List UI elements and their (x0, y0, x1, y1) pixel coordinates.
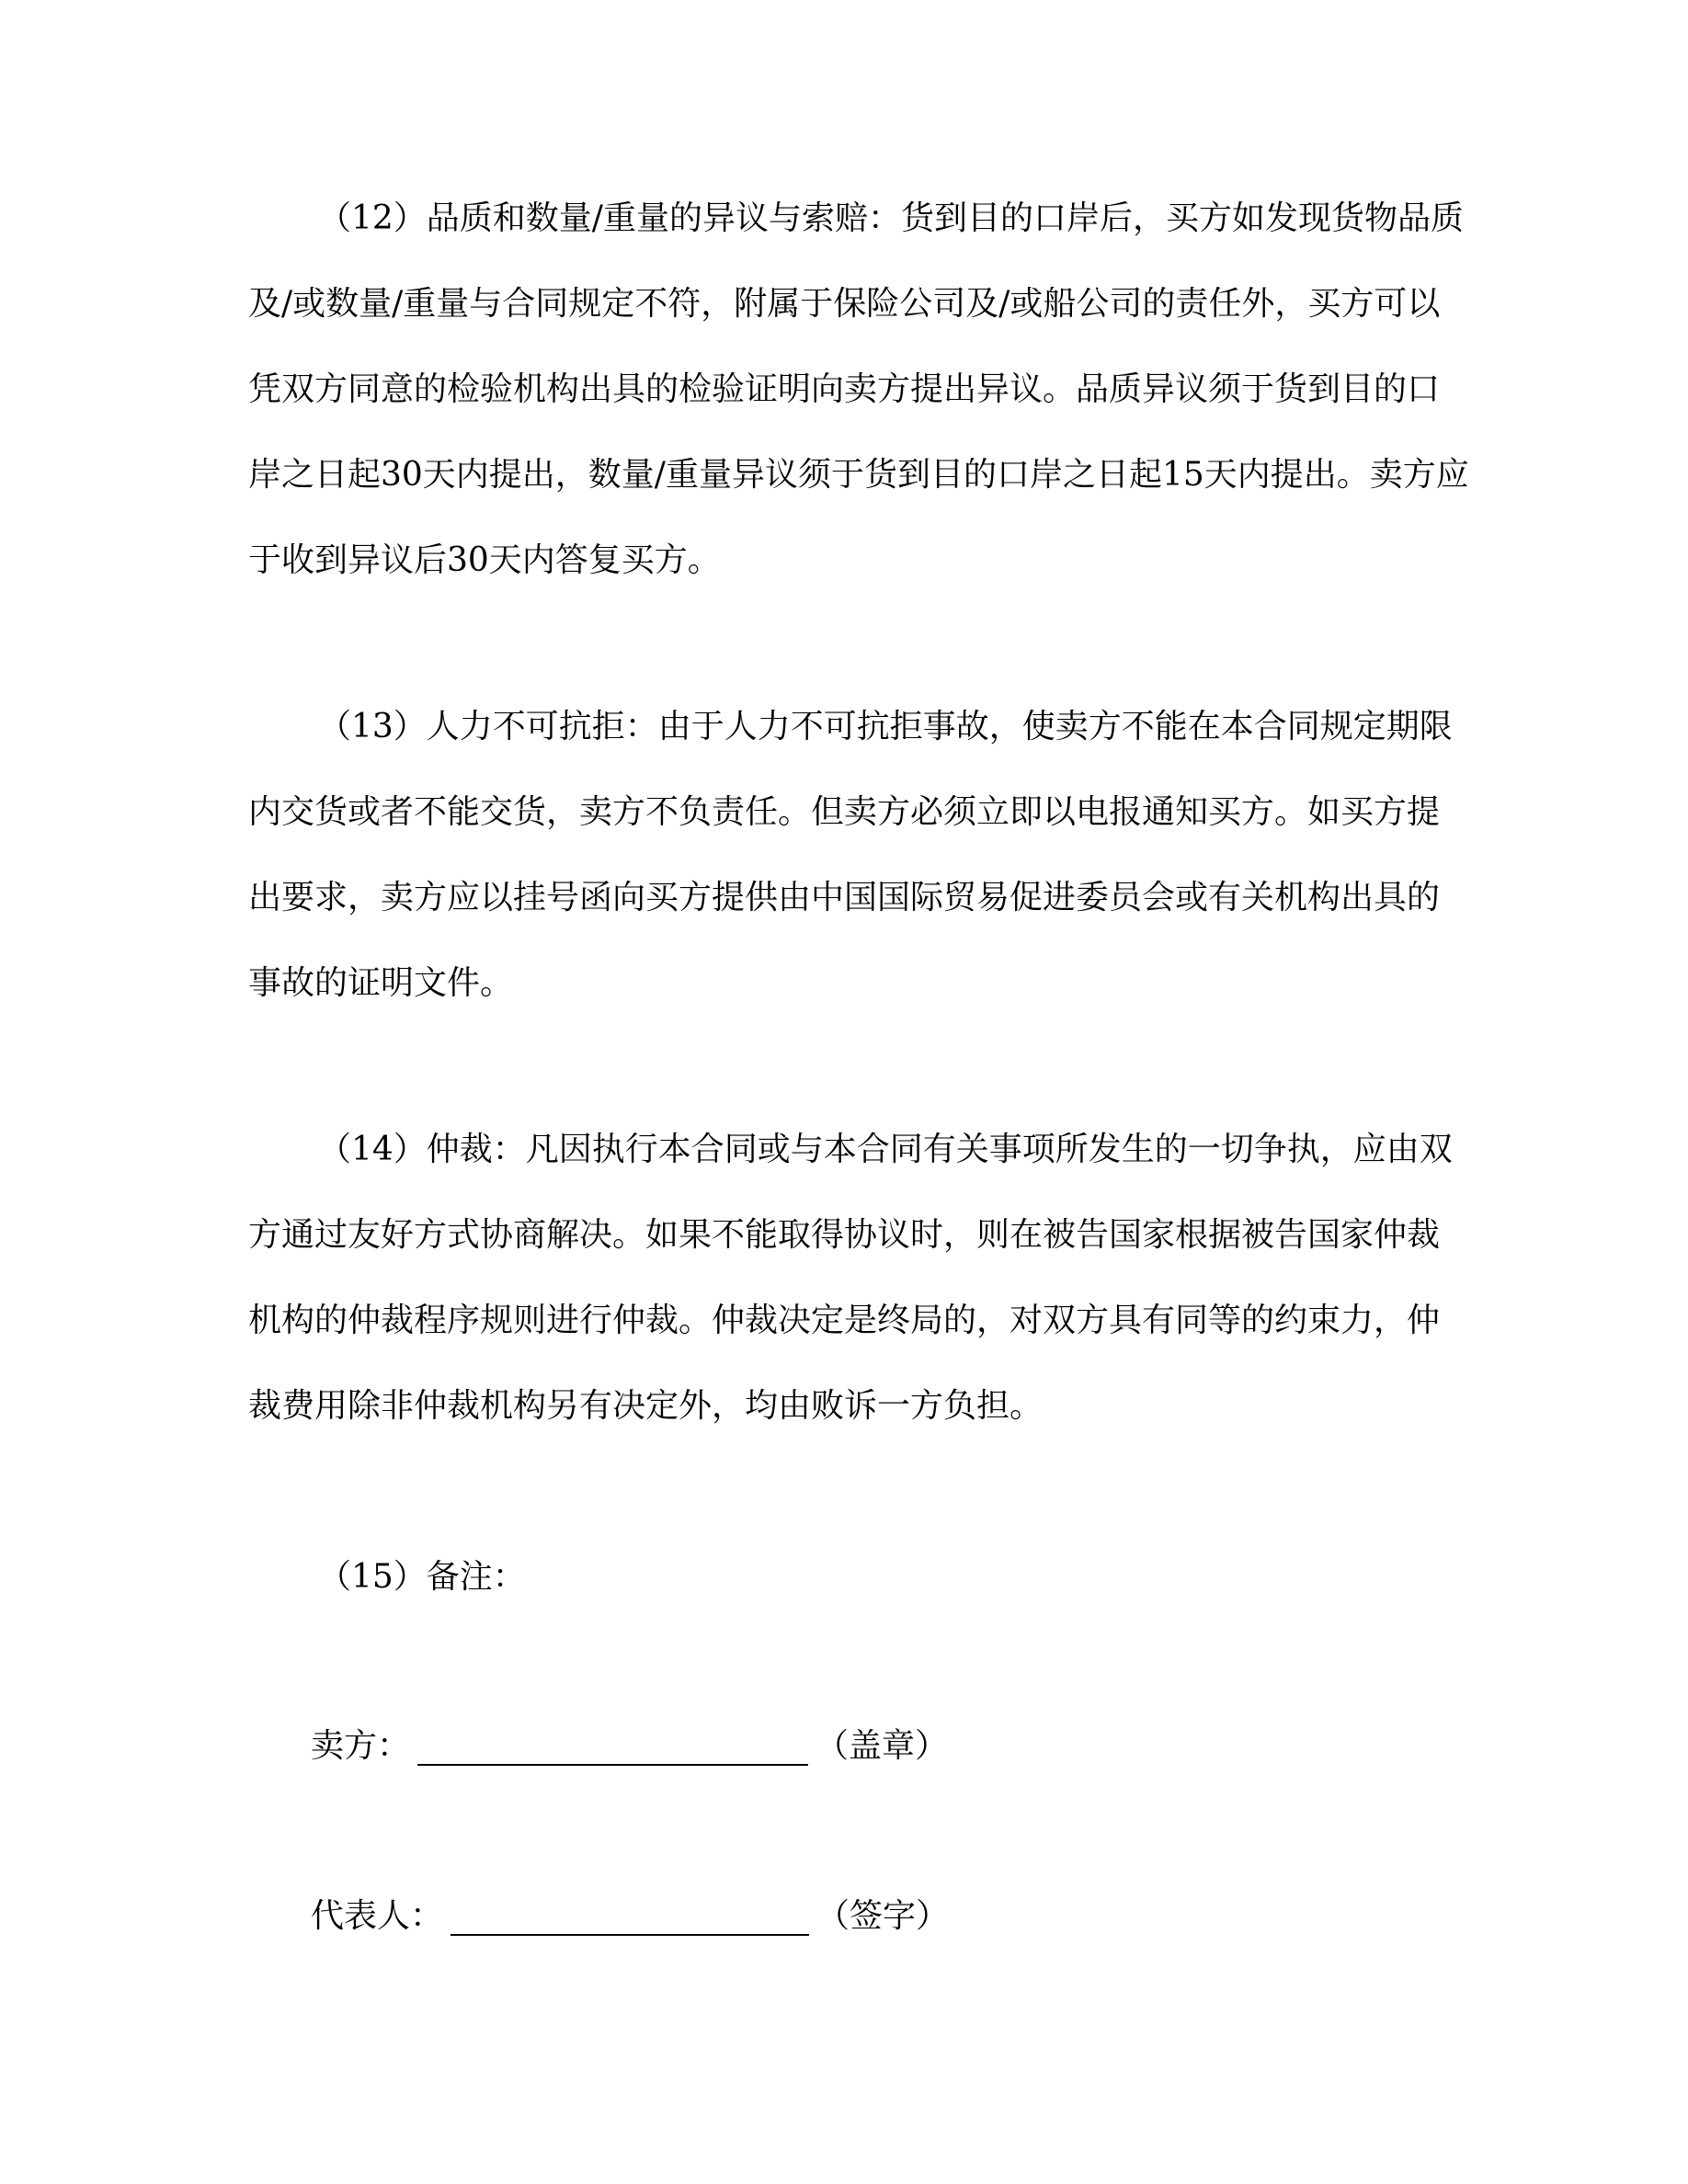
clause-line: （14）仲裁：凡因执行本合同或与本合同有关事项所发生的一切争执，应由双 (318, 1131, 1453, 1168)
seller-seal-note: （盖章） (815, 1727, 949, 1765)
clause-line: （13）人力不可抗拒：由于人力不可抗拒事故，使卖方不能在本合同规定期限 (318, 708, 1453, 745)
clause-line: 机构的仲裁程序规则进行仲裁。仲裁决定是终局的，对双方具有同等的约束力，仲 (248, 1302, 1441, 1339)
representative-label: 代表人： (311, 1897, 444, 1935)
seller-signature-blank (417, 1727, 808, 1766)
representative-signature-blank (451, 1897, 809, 1936)
clause-14 (248, 1107, 1453, 1449)
clause-line: （15）备注： (318, 1558, 526, 1596)
clause-line: 事故的证明文件。 (248, 964, 514, 1002)
clause-line: 及/或数量/重量与合同规定不符，附属于保险公司及/或船公司的责任外，买方可以 (248, 285, 1441, 323)
clause-line: 凭双方同意的检验机构出具的检验证明向卖方提出异议。品质异议须于货到目的口 (248, 370, 1441, 408)
clause-line: 裁费用除非仲裁机构另有决定外，均由败诉一方负担。 (248, 1387, 1044, 1425)
seller-label: 卖方： (311, 1727, 411, 1765)
clause-line: （12）品质和数量/重量的异议与索赔：货到目的口岸后，买方如发现货物品质 (318, 199, 1464, 237)
clause-line: 方通过友好方式协商解决。如果不能取得协议时，则在被告国家根据被告国家仲裁 (248, 1216, 1441, 1254)
clause-line: 出要求，卖方应以挂号函向买方提供由中国国际贸易促进委员会或有关机构出具的 (248, 879, 1441, 916)
representative-signature-row (311, 1889, 949, 1944)
clause-line: 岸之日起30天内提出，数量/重量异议须于货到目的口岸之日起15天内提出。卖方应 (248, 456, 1469, 494)
clause-13 (248, 684, 1453, 1026)
clause-12 (248, 176, 1469, 603)
seller-signature-row (311, 1719, 948, 1774)
clause-15 (248, 1534, 1427, 1620)
representative-sign-note: （签字） (816, 1897, 950, 1935)
clause-line: 内交货或者不能交货，卖方不负责任。但卖方必须立即以电报通知买方。如买方提 (248, 793, 1441, 831)
clause-line: 于收到异议后30天内答复买方。 (248, 541, 721, 579)
